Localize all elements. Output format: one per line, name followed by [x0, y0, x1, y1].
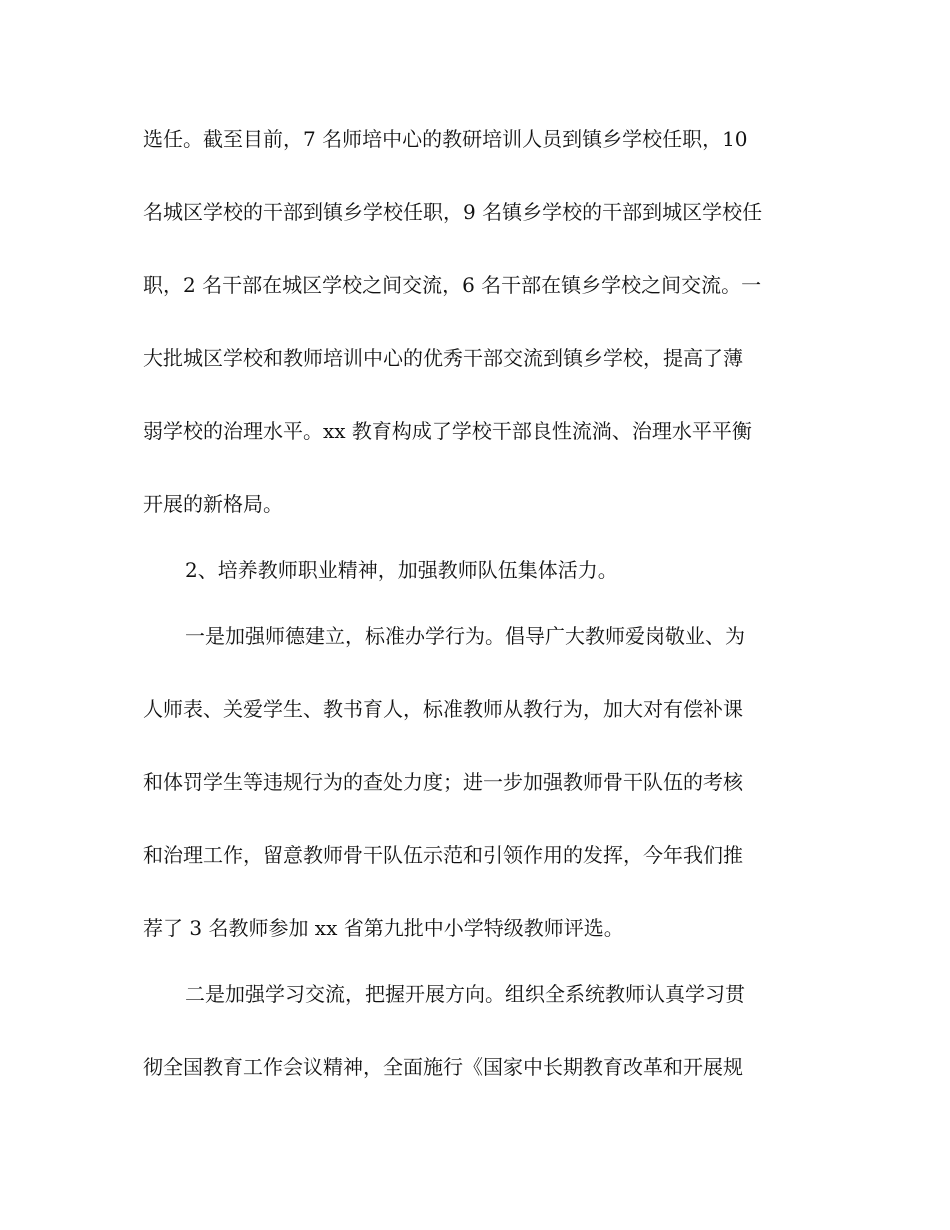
text-line: 职，2 名干部在城区学校之间交流，6 名干部在镇乡学校之间交流。一 — [143, 273, 762, 297]
text-line: 和治理工作，留意教师骨干队伍示范和引领作用的发挥，今年我们推 — [143, 843, 743, 867]
body-text — [143, 120, 823, 1121]
text-line: 大批城区学校和教师培训中心的优秀干部交流到镇乡学校，提高了薄 — [143, 346, 743, 370]
text-line: 选任。截至目前，7 名师培中心的教研培训人员到镇乡学校任职，10 — [143, 127, 748, 151]
text-line: 和体罚学生等违规行为的查处力度；进一步加强教师骨干队伍的考核 — [143, 770, 743, 794]
paragraph-start: 一是加强师德建立，标准办学行为。倡导广大教师爱岗敬业、为 — [185, 624, 745, 648]
text-line: 开展的新格局。 — [143, 492, 283, 516]
text-line: 荐了 3 名教师参加 xx 省第九批中小学特级教师评选。 — [143, 916, 624, 940]
text-line: 彻全国教育工作会议精神，全面施行《国家中长期教育改革和开展规 — [143, 1055, 743, 1079]
text-line: 人师表、关爱学生、教书育人，标准教师从教行为，加大对有偿补课 — [143, 697, 743, 721]
section-heading: 2、培养教师职业精神，加强教师队伍集体活力。 — [185, 558, 618, 582]
text-line: 弱学校的治理水平。xx 教育构成了学校干部良性流淌、治理水平平衡 — [143, 419, 752, 443]
paragraph-start: 二是加强学习交流，把握开展方向。组织全系统教师认真学习贯 — [185, 982, 745, 1006]
text-line: 名城区学校的干部到镇乡学校任职，9 名镇乡学校的干部到城区学校任 — [143, 200, 763, 224]
